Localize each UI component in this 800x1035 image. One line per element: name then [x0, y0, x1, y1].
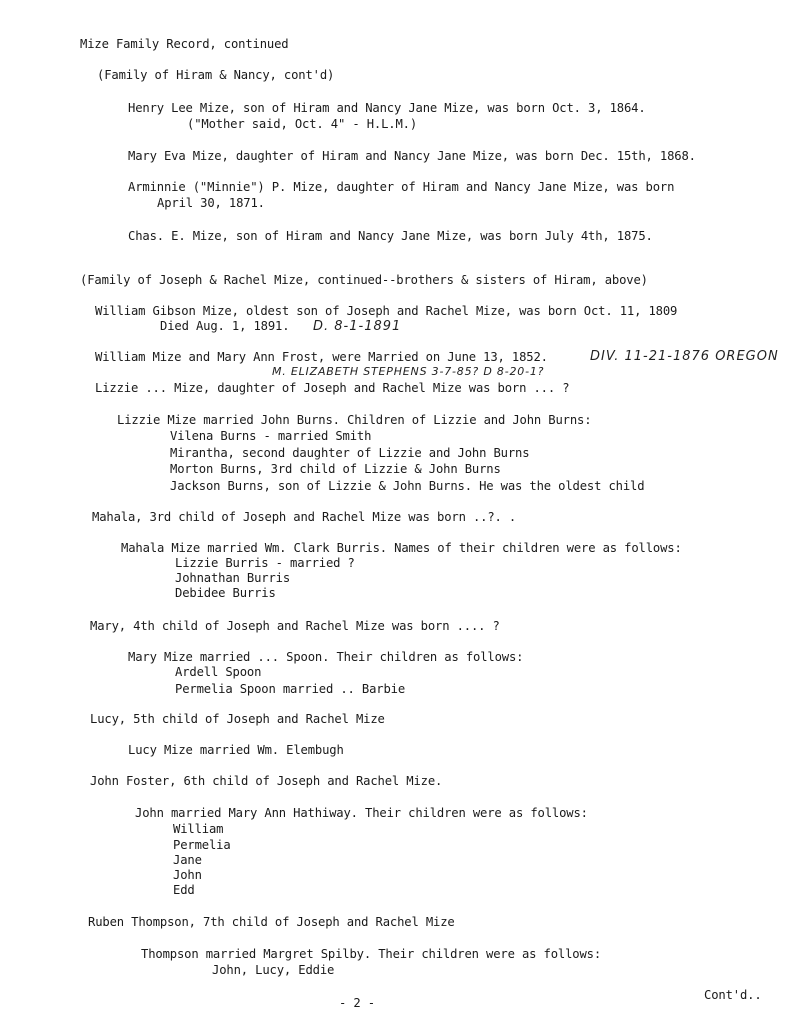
- john-married: John married Mary Ann Hathiway. Their children were as follows:: [135, 806, 588, 820]
- arminnie-entry-line1: Arminnie ("Minnie") P. Mize, daughter of Hiram and Nancy Jane Mize, was born: [128, 180, 675, 194]
- lizzie-child: Morton Burns, 3rd child of Lizzie & John Burns: [170, 462, 501, 476]
- john-child: Jane: [173, 853, 202, 867]
- william-handwritten-death: D. 8-1-1891: [313, 319, 402, 334]
- stephens-handwritten-note: M. ELIZABETH STEPHENS 3-7-85? D 8-20-1?: [272, 365, 545, 378]
- mary-entry: Mary, 4th child of Joseph and Rachel Mize was born .... ?: [90, 619, 500, 633]
- john-child: John: [173, 868, 202, 882]
- mahala-child: Debidee Burris: [175, 586, 276, 600]
- divorce-handwritten-note: DIV. 11-21-1876 OREGON: [590, 349, 779, 364]
- lucy-married: Lucy Mize married Wm. Elembugh: [128, 743, 344, 757]
- thompson-married: Thompson married Margret Spilby. Their children were as follows:: [141, 947, 601, 961]
- william-entry-line1: William Gibson Mize, oldest son of Joseph and Rachel Mize, was born Oct. 11, 1809: [95, 304, 678, 318]
- lizzie-married: Lizzie Mize married John Burns. Children of Lizzie and John Burns:: [117, 413, 592, 427]
- mahala-married: Mahala Mize married Wm. Clark Burris. Names of their children were as follows:: [121, 541, 682, 555]
- chas-entry: Chas. E. Mize, son of Hiram and Nancy Jane Mize, was born July 4th, 1875.: [128, 229, 653, 243]
- page-title: Mize Family Record, continued: [80, 37, 289, 51]
- john-child: Permelia: [173, 838, 231, 852]
- lizzie-child: Mirantha, second daughter of Lizzie and John Burns: [170, 446, 530, 460]
- ruben-entry: Ruben Thompson, 7th child of Joseph and Rachel Mize: [88, 915, 455, 929]
- lizzie-entry: Lizzie ... Mize, daughter of Joseph and Rachel Mize was born ... ?: [95, 381, 570, 395]
- henry-note: ("Mother said, Oct. 4" - H.L.M.): [187, 117, 417, 131]
- mary-child: Ardell Spoon: [175, 665, 262, 679]
- page-number: - 2 -: [339, 996, 375, 1010]
- hiram-section-heading: (Family of Hiram & Nancy, cont'd): [97, 68, 335, 82]
- henry-entry: Henry Lee Mize, son of Hiram and Nancy Jane Mize, was born Oct. 3, 1864.: [128, 101, 646, 115]
- mary-child: Permelia Spoon married .. Barbie: [175, 682, 405, 696]
- mary-married: Mary Mize married ... Spoon. Their children as follows:: [128, 650, 524, 664]
- william-entry-line2: Died Aug. 1, 1891.: [160, 319, 290, 333]
- lucy-entry: Lucy, 5th child of Joseph and Rachel Mize: [90, 712, 385, 726]
- lizzie-child: Vilena Burns - married Smith: [170, 429, 372, 443]
- john-child: William: [173, 822, 224, 836]
- mahala-child: Lizzie Burris - married ?: [175, 556, 355, 570]
- joseph-section-heading: (Family of Joseph & Rachel Mize, continued--brothers & sisters of Hiram, above): [80, 273, 648, 287]
- thompson-children: John, Lucy, Eddie: [212, 963, 335, 977]
- arminnie-entry-line2: April 30, 1871.: [157, 196, 265, 210]
- john-child: Edd: [173, 883, 195, 897]
- mahala-child: Johnathan Burris: [175, 571, 290, 585]
- john-entry: John Foster, 6th child of Joseph and Rachel Mize.: [90, 774, 443, 788]
- marriage-entry: William Mize and Mary Ann Frost, were Married on June 13, 1852.: [95, 350, 548, 364]
- continued-note: Cont'd..: [704, 988, 762, 1002]
- mary-eva-entry: Mary Eva Mize, daughter of Hiram and Nancy Jane Mize, was born Dec. 15th, 1868.: [128, 149, 696, 163]
- lizzie-child: Jackson Burns, son of Lizzie & John Burns. He was the oldest child: [170, 479, 645, 493]
- mahala-entry: Mahala, 3rd child of Joseph and Rachel Mize was born ..?. .: [92, 510, 517, 524]
